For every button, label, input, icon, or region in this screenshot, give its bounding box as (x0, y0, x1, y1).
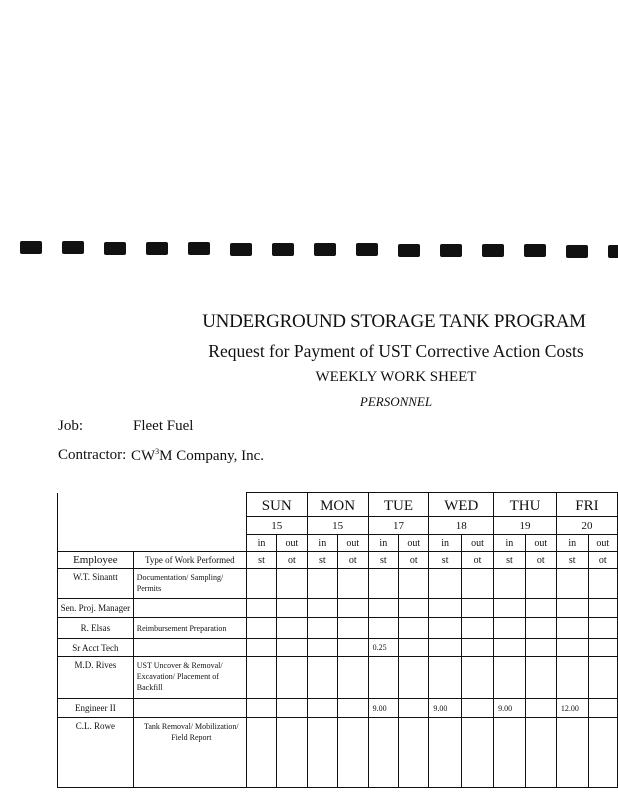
work-type (133, 639, 246, 657)
day-tue: TUE (368, 493, 429, 517)
tue-st-hours: 9.00 (368, 699, 399, 718)
day-wed: WED (429, 493, 494, 517)
tue-st-hours: 0.25 (368, 639, 399, 657)
out-label: out (461, 535, 493, 552)
job-label: Job: (58, 418, 84, 434)
in-label: in (429, 535, 461, 552)
st-label: st (368, 552, 399, 569)
work-type: Documentation/ Sampling/ Permits (133, 569, 246, 599)
st-label: st (429, 552, 461, 569)
in-label: in (246, 535, 276, 552)
employee-name: M.D. Rives (58, 657, 134, 699)
job-value: Fleet Fuel (133, 418, 194, 434)
table-row (58, 618, 618, 639)
ot-label: ot (338, 552, 369, 569)
day-sun: SUN (246, 493, 307, 517)
date-fri: 20 (556, 517, 617, 535)
employee-column-header: Employee (58, 552, 134, 569)
st-label: st (246, 552, 276, 569)
out-label: out (277, 535, 307, 552)
day-fri: FRI (556, 493, 617, 517)
ot-label: ot (588, 552, 617, 569)
out-label: out (525, 535, 556, 552)
table-row (58, 599, 618, 618)
table-row (58, 718, 618, 788)
table-row (58, 657, 618, 699)
worksheet-title: WEEKLY WORK SHEET (315, 369, 477, 385)
request-title: Request for Payment of UST Corrective Action Costs (208, 341, 584, 361)
out-label: out (399, 535, 429, 552)
ot-label: ot (525, 552, 556, 569)
ot-label: ot (277, 552, 307, 569)
employee-name: Sr Acct Tech (58, 639, 134, 657)
contractor-value: $CW^3M$ Company, Inc. (131, 447, 265, 464)
table-row (58, 699, 618, 718)
weekly-work-sheet-table (57, 492, 618, 788)
table-row (58, 639, 618, 657)
program-title: UNDERGROUND STORAGE TANK PROGRAM (202, 311, 586, 332)
st-label: st (494, 552, 525, 569)
st-label: st (556, 552, 588, 569)
work-type: Tank Removal/ Mobilization/ Field Report (133, 718, 246, 788)
date-tue: 17 (368, 517, 429, 535)
employee-name: W.T. Sinantt (58, 569, 134, 599)
date-mon: 15 (307, 517, 368, 535)
table-row (58, 569, 618, 599)
thu-st-hours: 9.00 (494, 699, 525, 718)
employee-name: C.L. Rowe (58, 718, 134, 788)
contractor-label: Contractor: (58, 447, 127, 463)
ot-label: ot (399, 552, 429, 569)
fri-st-hours: 12.00 (556, 699, 588, 718)
in-label: in (494, 535, 525, 552)
out-label: out (338, 535, 369, 552)
work-type (133, 599, 246, 618)
work-type: Reimbursement Preparation (133, 618, 246, 639)
employee-name: R. Elsas (58, 618, 134, 639)
in-out-row (58, 535, 618, 552)
in-label: in (556, 535, 588, 552)
date-sun: 15 (246, 517, 307, 535)
work-column-header: Type of Work Performed (133, 552, 246, 569)
employee-name: Engineer II (58, 699, 134, 718)
day-thu: THU (494, 493, 557, 517)
wed-st-hours: 9.00 (429, 699, 461, 718)
date-wed: 18 (429, 517, 494, 535)
in-label: in (368, 535, 399, 552)
ot-label: ot (461, 552, 493, 569)
in-label: in (307, 535, 337, 552)
dashed-separator (20, 240, 618, 258)
employee-name: Sen. Proj. Manager (58, 599, 134, 618)
work-type: UST Uncover & Removal/ Excavation/ Placement of Backfill (133, 657, 246, 699)
section-title: PERSONNEL (359, 394, 433, 409)
day-name-row (58, 493, 618, 517)
column-header-row (58, 552, 618, 569)
date-thu: 19 (494, 517, 557, 535)
day-mon: MON (307, 493, 368, 517)
out-label: out (588, 535, 617, 552)
work-type (133, 699, 246, 718)
st-label: st (307, 552, 337, 569)
